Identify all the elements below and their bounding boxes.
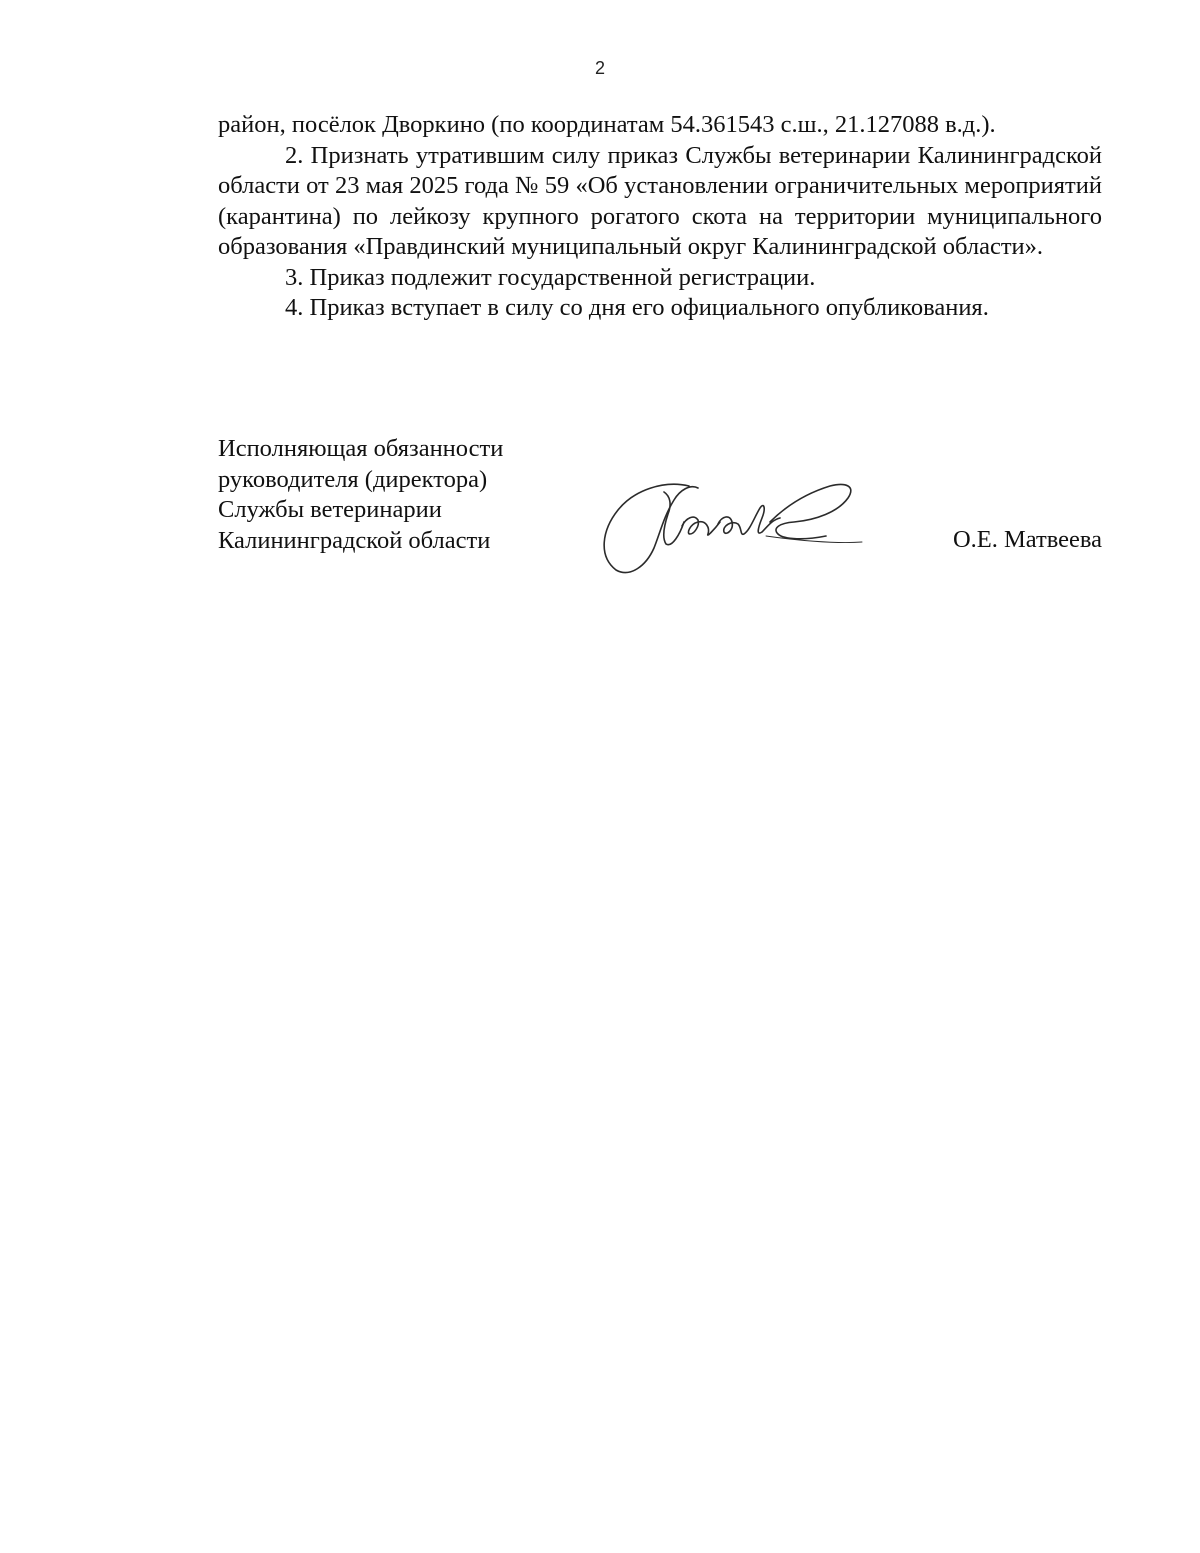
signer-title-line: Исполняющая обязанности bbox=[218, 435, 504, 462]
handwritten-signature bbox=[594, 478, 864, 578]
signature-block bbox=[218, 434, 1102, 594]
signer-name: О.Е. Матвеева bbox=[952, 526, 1102, 553]
page-number: 2 bbox=[594, 58, 605, 78]
signature-stroke bbox=[766, 536, 862, 543]
signature-stroke bbox=[718, 506, 780, 535]
paragraph-4: 4. Приказ вступает в силу со дня его официального опубликования. bbox=[285, 294, 989, 321]
signer-title-line: Службы ветеринарии bbox=[218, 496, 442, 523]
paragraph-continuation: район, посёлок Дворкино (по координатам 54.361543 с.ш., 21.127088 в.д.). bbox=[218, 111, 996, 138]
paragraph-3: 3. Приказ подлежит государственной регистрации. bbox=[285, 263, 816, 291]
signature-stroke bbox=[682, 517, 720, 535]
document-body bbox=[218, 110, 1102, 324]
signer-title-line: Калининградской области bbox=[218, 526, 491, 554]
signature-stroke bbox=[604, 484, 698, 572]
signer-title-line: руководителя (директора) bbox=[218, 465, 488, 493]
signature-stroke bbox=[770, 485, 851, 539]
paragraph-2: 2. Признать утратившим силу приказ Службы ветеринарии Калининградской области от 23 мая 2025 года № 59 «Об установлении ограничительных мероприятий (карантина) по лейкозу крупного рогатого скота на территории муниципального образования «Правдинский муниципальный округ Калининградской области». bbox=[218, 141, 1102, 260]
signer-title bbox=[218, 434, 503, 556]
